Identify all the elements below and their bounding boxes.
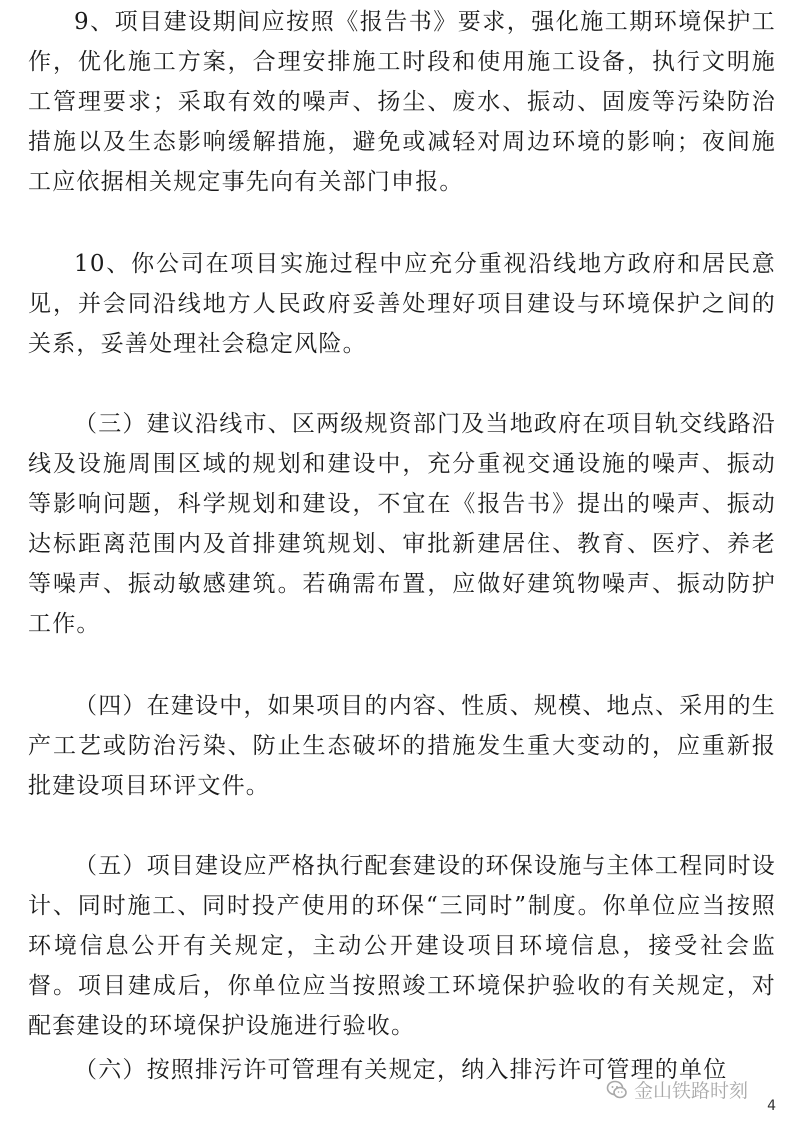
paragraph-section-5: （五）项目建设应严格执行配套建设的环保设施与主体工程同时设计、同时施工、同时投产使用的环保“三同时”制度。你单位应当按照环境信息公开有关规定，主动公开建设项目环境信息，接受社会监督。项目建成后，你单位应当按照竣工环境保护验收的有关规定，对配套建设的环境保护设施进行验收。 xyxy=(28,853,776,1039)
paragraph-section-3: （三）建议沿线市、区两级规资部门及当地政府在项目轨交线路沿线及设施周围区域的规划和建设中，充分重视交通设施的噪声、振动等影响问题，科学规划和建设，不宜在《报告书》提出的噪声、振动达标距离范围内及首排建筑规划、审批新建居住、教育、医疗、养老等噪声、振动敏感建筑。若确需布置，应做好建筑物噪声、振动防护工作。 xyxy=(28,411,776,637)
watermark-text: 金山铁路时刻 xyxy=(633,1080,748,1102)
paragraph-section-4: （四）在建设中，如果项目的内容、性质、规模、地点、采用的生产工艺或防治污染、防止生态破坏的措施发生重大变动的，应重新报批建设项目环评文件。 xyxy=(28,693,776,799)
wechat-icon xyxy=(606,1079,628,1101)
watermark xyxy=(606,1076,748,1103)
paragraph-item-10: 10、你公司在项目实施过程中应充分重视沿线地方政府和居民意见，并会同沿线地方人民政府妥善处理好项目建设与环境保护之间的关系，妥善处理社会稳定风险。 xyxy=(28,251,776,357)
page-number: 4 xyxy=(767,1098,776,1114)
paragraph-item-9: 9、项目建设期间应按照《报告书》要求，强化施工期环境保护工作，优化施工方案，合理安排施工时段和使用施工设备，执行文明施工管理要求；采取有效的噪声、扬尘、废水、振动、固废等污染防治措施以及生态影响缓解措施，避免或减轻对周边环境的影响；夜间施工应依据相关规定事先向有关部门申报。 xyxy=(28,9,776,195)
paragraph-section-6: （六）按照排污许可管理有关规定，纳入排污许可管理的单位 xyxy=(74,1057,728,1083)
